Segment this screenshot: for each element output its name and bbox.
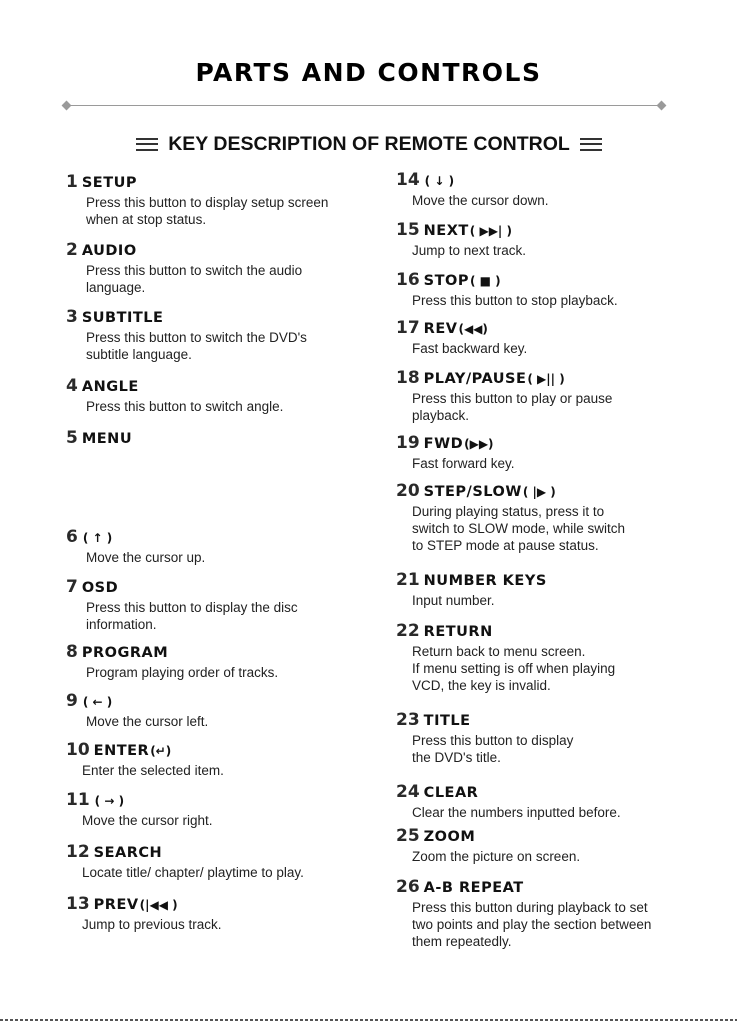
description-line: Locate title/ chapter/ playtime to play. bbox=[82, 865, 304, 880]
key-description bbox=[86, 329, 366, 363]
triple-bar-left-icon bbox=[136, 138, 158, 151]
key-symbol-icon: (▶▶) bbox=[464, 437, 494, 451]
key-item-17 bbox=[396, 318, 726, 357]
key-description bbox=[412, 899, 726, 950]
description-line: Press this button to play or pause bbox=[412, 391, 613, 406]
key-item-22 bbox=[396, 621, 726, 694]
key-item-26 bbox=[396, 877, 726, 950]
page-title: PARTS AND CONTROLS bbox=[195, 58, 542, 87]
key-description bbox=[412, 503, 726, 554]
key-number: 26 bbox=[396, 877, 420, 897]
key-number: 20 bbox=[396, 481, 420, 501]
description-line: Press this button to stop playback. bbox=[412, 293, 618, 308]
key-heading bbox=[396, 621, 726, 641]
key-item-15 bbox=[396, 220, 726, 259]
description-line: Move the cursor up. bbox=[86, 550, 206, 565]
key-name: STEP/SLOW bbox=[423, 484, 522, 500]
key-heading bbox=[66, 642, 366, 662]
key-number: 7 bbox=[66, 577, 78, 597]
description-line: Program playing order of tracks. bbox=[86, 665, 279, 680]
key-number: 13 bbox=[66, 894, 90, 914]
key-item-9 bbox=[66, 691, 366, 730]
key-description bbox=[412, 804, 726, 821]
description-line: switch to SLOW mode, while switch bbox=[412, 521, 626, 536]
description-line: two points and play the section between bbox=[412, 917, 652, 932]
description-line: Press this button to display setup screen bbox=[86, 195, 329, 210]
key-name: NUMBER KEYS bbox=[423, 573, 547, 589]
description-line: During playing status, press it to bbox=[412, 504, 605, 519]
key-symbol-icon: ( ▶|| ) bbox=[527, 372, 565, 386]
description-line: subtitle language. bbox=[86, 347, 192, 362]
key-description bbox=[412, 292, 726, 309]
key-name: TITLE bbox=[423, 713, 471, 729]
key-item-11 bbox=[66, 790, 366, 829]
key-symbol-icon: ( ← ) bbox=[82, 695, 113, 709]
key-heading bbox=[66, 577, 366, 597]
key-heading bbox=[66, 842, 366, 862]
key-item-4 bbox=[66, 376, 366, 415]
key-name: ENTER bbox=[93, 743, 150, 759]
triple-bar-right-icon bbox=[580, 138, 602, 151]
key-description bbox=[412, 340, 726, 357]
key-description bbox=[412, 643, 726, 694]
key-number: 12 bbox=[66, 842, 90, 862]
key-item-14 bbox=[396, 170, 726, 209]
key-heading bbox=[396, 220, 726, 240]
description-line: Zoom the picture on screen. bbox=[412, 849, 581, 864]
key-symbol-icon: ( ↓ ) bbox=[424, 174, 455, 188]
key-number: 14 bbox=[396, 170, 420, 190]
description-line: Press this button to display the disc bbox=[86, 600, 298, 615]
key-name: A-B REPEAT bbox=[423, 880, 524, 896]
key-number: 11 bbox=[66, 790, 90, 810]
key-heading bbox=[396, 826, 726, 846]
description-line: Press this button to switch the audio bbox=[86, 263, 303, 278]
description-line: Press this button to switch angle. bbox=[86, 399, 284, 414]
key-heading bbox=[66, 894, 366, 914]
key-heading bbox=[396, 710, 726, 730]
page-bottom-border bbox=[0, 1019, 737, 1021]
key-name: SETUP bbox=[81, 175, 137, 191]
key-symbol-icon: ( |▶ ) bbox=[522, 485, 556, 499]
key-name: REV bbox=[423, 321, 458, 337]
key-item-25 bbox=[396, 826, 726, 865]
key-name: PLAY/PAUSE bbox=[423, 371, 527, 387]
key-name: PREV bbox=[93, 897, 139, 913]
key-heading bbox=[396, 270, 726, 290]
key-number: 21 bbox=[396, 570, 420, 590]
key-name: FWD bbox=[423, 436, 464, 452]
key-number: 4 bbox=[66, 376, 78, 396]
description-line: Press this button during playback to set bbox=[412, 900, 648, 915]
key-name: SUBTITLE bbox=[81, 310, 164, 326]
key-name: PROGRAM bbox=[81, 645, 169, 661]
description-line: Clear the numbers inputted before. bbox=[412, 805, 621, 820]
key-item-1 bbox=[66, 172, 366, 228]
description-line: Input number. bbox=[412, 593, 495, 608]
key-number: 10 bbox=[66, 740, 90, 760]
description-line: when at stop status. bbox=[86, 212, 207, 227]
description-line: Press this button to switch the DVD's bbox=[86, 330, 307, 345]
key-description bbox=[82, 864, 366, 881]
description-line: language. bbox=[86, 280, 146, 295]
key-number: 5 bbox=[66, 428, 78, 448]
key-description bbox=[86, 713, 366, 730]
description-line: the DVD's title. bbox=[412, 750, 501, 765]
key-item-6 bbox=[66, 527, 366, 566]
key-heading bbox=[396, 481, 726, 501]
key-item-18 bbox=[396, 368, 726, 424]
key-heading bbox=[66, 527, 366, 547]
key-symbol-icon: (|◀◀ ) bbox=[139, 898, 178, 912]
key-number: 9 bbox=[66, 691, 78, 711]
key-number: 25 bbox=[396, 826, 420, 846]
key-number: 18 bbox=[396, 368, 420, 388]
key-item-21 bbox=[396, 570, 726, 609]
description-line: Move the cursor left. bbox=[86, 714, 209, 729]
key-item-16 bbox=[396, 270, 726, 309]
key-heading bbox=[66, 172, 366, 192]
key-number: 3 bbox=[66, 307, 78, 327]
section-heading bbox=[66, 130, 672, 158]
key-name: MENU bbox=[81, 431, 133, 447]
key-name: CLEAR bbox=[423, 785, 479, 801]
key-number: 8 bbox=[66, 642, 78, 662]
section-title: KEY DESCRIPTION OF REMOTE CONTROL bbox=[168, 132, 570, 155]
key-name: AUDIO bbox=[81, 243, 137, 259]
key-number: 6 bbox=[66, 527, 78, 547]
key-symbol-icon: (↵) bbox=[150, 744, 172, 758]
key-number: 24 bbox=[396, 782, 420, 802]
key-item-3 bbox=[66, 307, 366, 363]
key-item-24 bbox=[396, 782, 726, 821]
description-line: Fast forward key. bbox=[412, 456, 515, 471]
key-description bbox=[412, 592, 726, 609]
key-heading bbox=[66, 376, 366, 396]
key-description bbox=[86, 599, 366, 633]
key-symbol-icon: ( ■ ) bbox=[469, 274, 501, 288]
key-number: 23 bbox=[396, 710, 420, 730]
description-line: Move the cursor down. bbox=[412, 193, 549, 208]
key-heading bbox=[396, 877, 726, 897]
key-symbol-icon: ( → ) bbox=[94, 794, 125, 808]
key-item-19 bbox=[396, 433, 726, 472]
description-line: Enter the selected item. bbox=[82, 763, 224, 778]
key-description bbox=[86, 549, 366, 566]
key-number: 15 bbox=[396, 220, 420, 240]
description-line: Jump to previous track. bbox=[82, 917, 222, 932]
description-line: Return back to menu screen. bbox=[412, 644, 586, 659]
key-item-20 bbox=[396, 481, 726, 554]
key-description bbox=[86, 262, 366, 296]
key-item-2 bbox=[66, 240, 366, 296]
key-description bbox=[412, 192, 726, 209]
key-description bbox=[412, 732, 726, 766]
key-item-12 bbox=[66, 842, 366, 881]
key-heading bbox=[66, 428, 366, 448]
key-description bbox=[82, 812, 366, 829]
key-heading bbox=[396, 170, 726, 190]
diamond-ornament-right-icon bbox=[657, 101, 667, 111]
key-heading bbox=[396, 570, 726, 590]
key-item-13 bbox=[66, 894, 366, 933]
diamond-ornament-left-icon bbox=[62, 101, 72, 111]
key-name: STOP bbox=[423, 273, 469, 289]
key-description bbox=[412, 848, 726, 865]
key-number: 17 bbox=[396, 318, 420, 338]
key-heading bbox=[396, 433, 726, 453]
key-item-23 bbox=[396, 710, 726, 766]
key-heading bbox=[396, 782, 726, 802]
key-item-8 bbox=[66, 642, 366, 681]
key-number: 16 bbox=[396, 270, 420, 290]
key-heading bbox=[66, 307, 366, 327]
key-number: 2 bbox=[66, 240, 78, 260]
description-line: Fast backward key. bbox=[412, 341, 528, 356]
title-divider bbox=[62, 101, 666, 111]
key-description bbox=[82, 762, 366, 779]
key-number: 22 bbox=[396, 621, 420, 641]
key-name: ANGLE bbox=[81, 379, 139, 395]
key-item-7 bbox=[66, 577, 366, 633]
key-symbol-icon: ( ↑ ) bbox=[82, 531, 113, 545]
key-description bbox=[412, 390, 726, 424]
key-description bbox=[82, 916, 366, 933]
key-description bbox=[86, 398, 366, 415]
key-number: 19 bbox=[396, 433, 420, 453]
key-heading bbox=[396, 368, 726, 388]
key-name: SEARCH bbox=[93, 845, 163, 861]
key-name: RETURN bbox=[423, 624, 493, 640]
key-number: 1 bbox=[66, 172, 78, 192]
key-heading bbox=[66, 790, 366, 810]
key-heading bbox=[66, 240, 366, 260]
key-name: NEXT bbox=[423, 223, 469, 239]
description-line: VCD, the key is invalid. bbox=[412, 678, 551, 693]
key-symbol-icon: (◀◀) bbox=[458, 322, 488, 336]
key-heading bbox=[66, 740, 366, 760]
description-line: to STEP mode at pause status. bbox=[412, 538, 599, 553]
description-line: playback. bbox=[412, 408, 470, 423]
key-description bbox=[412, 242, 726, 259]
key-description bbox=[86, 194, 366, 228]
description-line: Press this button to display bbox=[412, 733, 574, 748]
key-item-10 bbox=[66, 740, 366, 779]
key-heading bbox=[396, 318, 726, 338]
key-symbol-icon: ( ▶▶| ) bbox=[469, 224, 512, 238]
description-line: If menu setting is off when playing bbox=[412, 661, 616, 676]
key-name: OSD bbox=[81, 580, 119, 596]
description-line: Jump to next track. bbox=[412, 243, 527, 258]
key-description bbox=[412, 455, 726, 472]
key-heading bbox=[66, 691, 366, 711]
key-name: ZOOM bbox=[423, 829, 476, 845]
key-description bbox=[86, 664, 366, 681]
description-line: information. bbox=[86, 617, 157, 632]
description-line: Move the cursor right. bbox=[82, 813, 213, 828]
description-line: them repeatedly. bbox=[412, 934, 512, 949]
key-item-5 bbox=[66, 428, 366, 448]
